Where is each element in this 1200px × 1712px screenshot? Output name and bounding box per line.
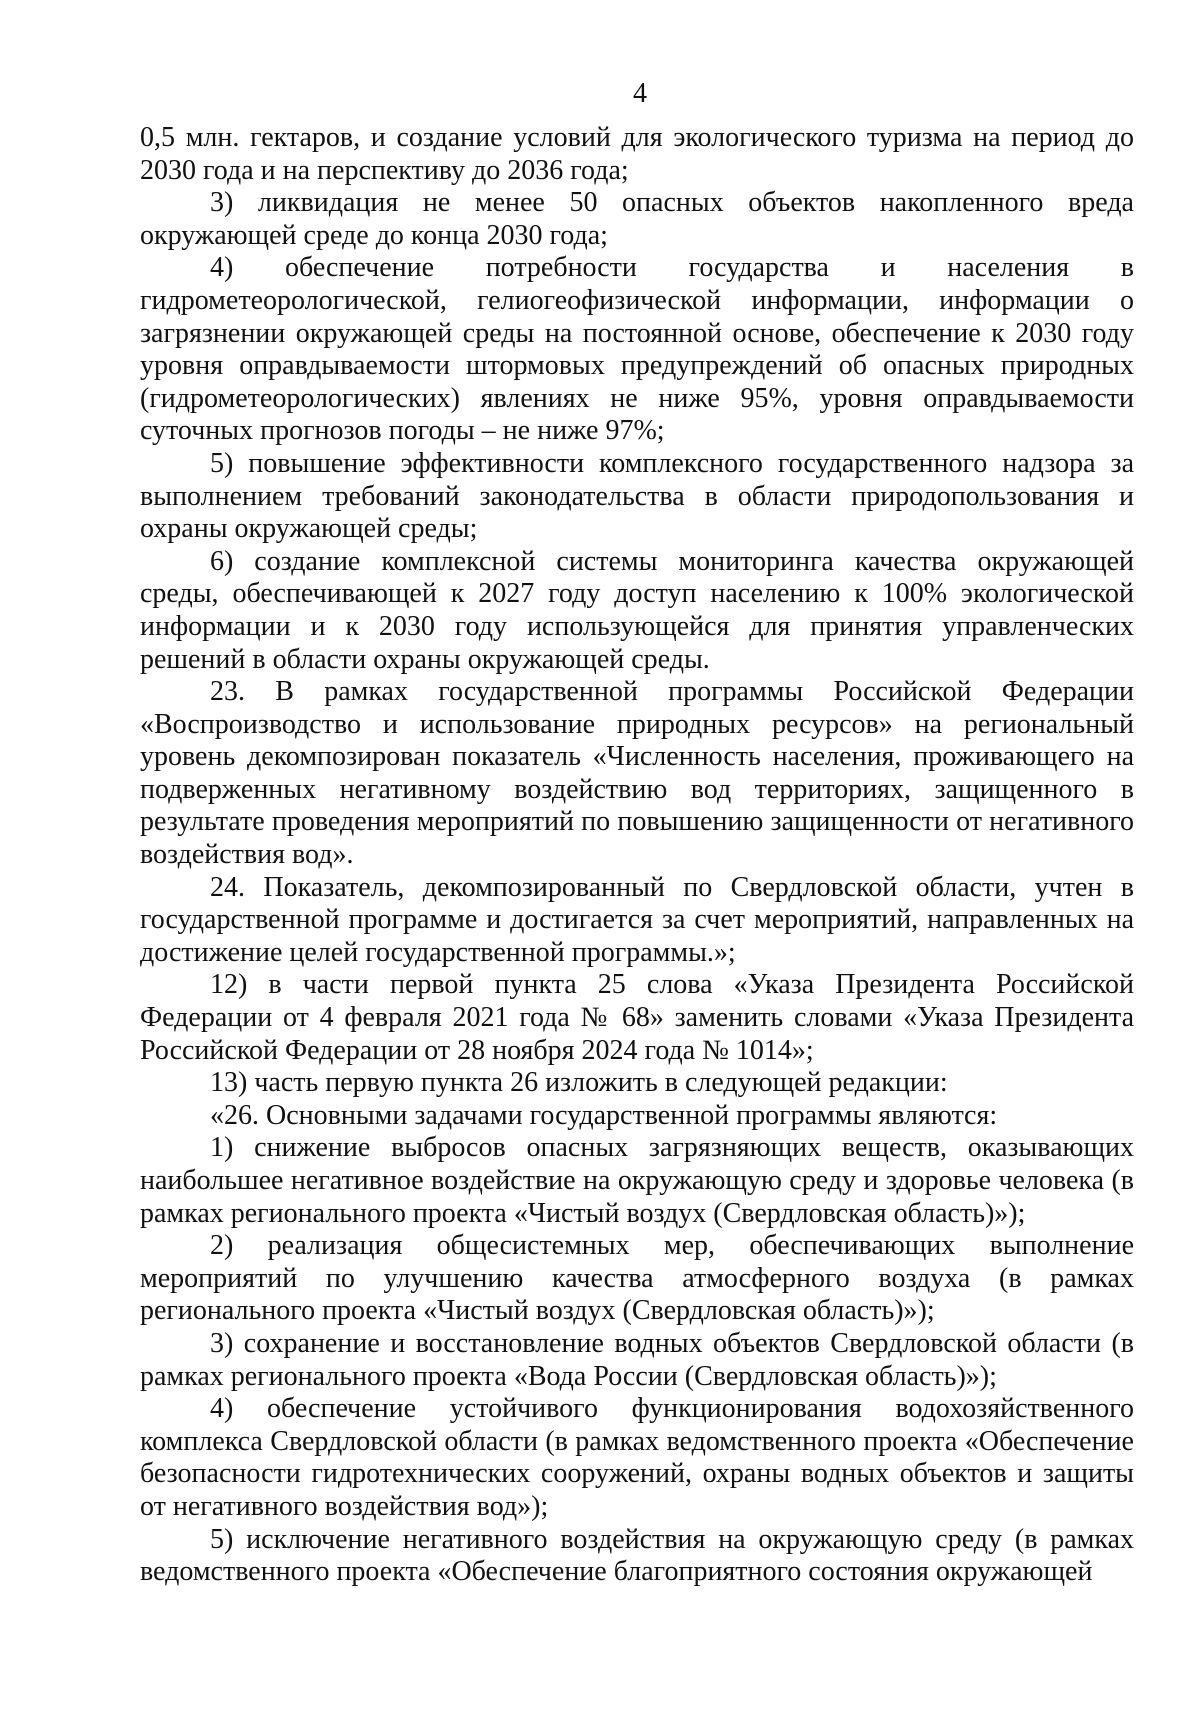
- paragraph-task-2: 2) реализация общесистемных мер, обеспечивающих выполнение мероприятий по улучшению качества атмосферного воздуха (в рамках регионального проекта «Чистый воздух (Свердловская область)»);: [140, 1230, 1134, 1327]
- paragraph-item-6: 6) создание комплексной системы мониторинга качества окружающей среды, обеспечивающей к 2027 году доступ населению к 100% экологической информации и к 2030 году использующейся для принятия управленческих решений в области охраны окружающей среды.: [140, 545, 1134, 675]
- paragraph-item-4: 4) обеспечение потребности государства и населения в гидрометеорологической, гелиогеофизической информации, информации о загрязнении окружающей среды на постоянной основе, обеспечение к 2030 году уровня оправдываемости штормовых предупреждений об опасных природных (гидрометеорологических) явлениях не ниже 95%, уровня оправдываемости суточных прогнозов погоды – не ниже 97%;: [140, 252, 1134, 447]
- paragraph-amendment-12: 12) в части первой пункта 25 слова «Указа Президента Российской Федерации от 4 февраля 2021 года № 68» заменить словами «Указа Президента Российской Федерации от 28 ноября 2024 года № 1014»;: [140, 969, 1134, 1066]
- page-number: 4: [633, 78, 647, 109]
- paragraph-task-5: 5) исключение негативного воздействия на окружающую среду (в рамках ведомственного проекта «Обеспечение благоприятного состояния окружающей: [140, 1523, 1134, 1588]
- paragraph-26-intro: «26. Основными задачами государственной программы являются:: [210, 1099, 998, 1131]
- paragraph-task-3: 3) сохранение и восстановление водных объектов Свердловской области (в рамках регионального проекта «Вода России (Свердловская область)»);: [140, 1327, 1134, 1392]
- paragraph-amendment-13: 13) часть первую пункта 26 изложить в следующей редакции:: [210, 1067, 948, 1099]
- paragraph-task-1: 1) снижение выбросов опасных загрязняющих веществ, оказывающих наибольшее негативное воздействие на окружающую среду и здоровье человека (в рамках регионального проекта «Чистый воздух (Свердловская область)»);: [140, 1132, 1134, 1229]
- paragraph-24: 24. Показатель, декомпозированный по Свердловской области, учтен в государственной программе и достигается за счет мероприятий, направленных на достижение целей государственной программы.»;: [140, 871, 1134, 968]
- paragraph-task-4: 4) обеспечение устойчивого функционирования водохозяйственного комплекса Свердловской области (в рамках ведомственного проекта «Обеспечение безопасности гидротехнических сооружений, охраны водных объектов и защиты от негативного воздействия вод»);: [140, 1393, 1134, 1522]
- paragraph-23: 23. В рамках государственной программы Российской Федерации «Воспроизводство и использование природных ресурсов» на региональный уровень декомпозирован показатель «Численность населения, проживающего на подверженных негативному воздействию вод территориях, защищенного в результате проведения мероприятий по повышению защищенности от негативного воздействия вод».: [140, 676, 1134, 871]
- paragraph-item-5: 5) повышение эффективности комплексного государственного надзора за выполнением требований законодательства в области природопользования и охраны окружающей среды;: [140, 447, 1134, 545]
- paragraph-item-3: 3) ликвидация не менее 50 опасных объектов накопленного вреда окружающей среде до конца 2030 года;: [140, 187, 1134, 251]
- document-body: [140, 122, 1134, 1589]
- paragraph-continuation: 0,5 млн. гектаров, и создание условий для экологического туризма на период до 2030 года и на перспективу до 2036 года;: [140, 122, 1134, 186]
